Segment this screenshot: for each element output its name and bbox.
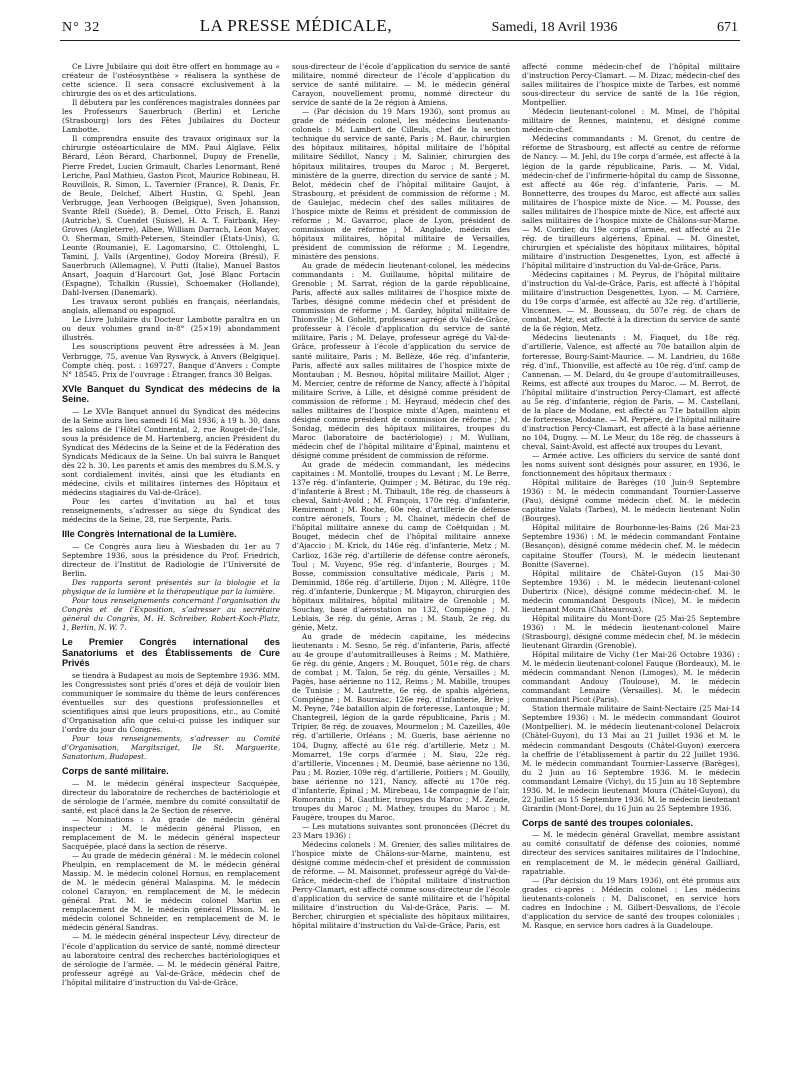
paragraph: — (Par décision du 19 Mars 1936), ont été promus aux grades ci-après : Médecin colonel : Les médecins lieutenants-colonels : M. Dalisconet, en service hors cadres en Indochine ; M. Gilbert-Desvallons, de l’école d’application du service de santé des troupes coloniales ; M. Rasque, en service hors cadres à la Guadeloupe. bbox=[522, 875, 740, 930]
paragraph: — Nominations : Au grade de médecin général inspecteur : M. le médecin général Plisson, en remplacement de M. le médecin général inspecteur Sacquépée, placé dans la section de réserve. bbox=[62, 814, 280, 852]
paragraph: Médecins commandants : M. Grenot, du centre de réforme de Strasbourg, est affecté au centre de réforme de Nancy. — M. Jehl, du 19e corps d’armée, est affecté à la légion de la garde républicaine, Paris. — M. Vidal, médecin-chef de l’infirmerie-hôpital du camp de Sissonne, est affecté au 46e rég. d’infanterie, Paris. — M. Bonnetterre, des troupes du Maroc, est affecté aux salles militaires de l’hospice mixte de Nice. — M. Pousse, des salles militaires de l’hospice mixte de Nice, est affecté aux salles militaires de l’hospice mixte de Châlons-sur-Marne. — M. Cordier, du 19e corps d’armée, est affecté au 21e rég. de tirailleurs algériens, Épinal. — M. Ginestet, chirurgien et spécialiste des hôpitaux militaires, hôpital militaire d’instruction Desgenettes, Lyon, est affecté à l’hôpital militaire d’instruction du Val-de-Grâce, Paris. bbox=[522, 134, 740, 271]
paragraph: — Au grade de médecin général : M. le médecin colonel Pheulpin, en remplacement de M. le médecin général Massip. M. le médecin colonel Hornus, en remplacement de M. le médecin général Malaspina. M. le médecin colonel Carayon, en remplacement de M. le médecin général Prat. M. le médecin colonel Martin en remplacement de M. le médecin général Plisson. M. le médecin colonel Schneider, en remplacement de M. le médecin général Sandras. bbox=[62, 851, 280, 933]
paragraph: Il comprendra ensuite des travaux originaux sur la chirurgie ostéoarticulaire de MM. Paul Alglave, Félix Bérard, Léon Bérard, Charbonnel, Dupuy de Frenelle, Pierre Fredet, Lucien Grimault, Charles Lenormant, René Leriche, Paul Mathieu, Gaston Picot, Maurice Robineau, H. Rouvillois, R. Simon, L. Tavernier (France), R. Danis, Fr. de Beule, Delchef, Albert Hustin, G. Spehl, Jean Verbrugge, Jean Verhoogen (Belgique), Sven Johansson, Svante Rfell (Suède), B. Demel, Otto Frisch, E. Ranzi (Autriche), S. Cuendet (Suisse), H. A. T. Fairbank, Hey-Groves (Angleterre), Albee, William Darrach, Léon Mayer, O. Sherman, Smith-Petersen, Steindler (États-Unis), G. Leonte (Roumanie), E. Lagomarsino, C. Ottolenghi, L. Tamini, J. Valls (Argentine), Godoy Moreira (Brésil), F. Sauerbruch (Allemagne), V. Putti (Italie), Manuel Bastos Ansart, Joaquin d’Harcourt Got, José Blanc Fortacin (Espagne), Tchalkin (Russie), Schoemaker (Hollande), Dahl-Iversen (Danemark). bbox=[62, 134, 280, 298]
paragraph: Hôpital militaire de Bourbonne-les-Bains (26 Mai-23 Septembre 1936) : M. le médecin commandant Fontaine (Besançon), désigné comme médecin chef. M. le médecin capitaine Stouffer (Tours), M. le médecin lieutenant Bonitte (Saverne). bbox=[522, 523, 740, 569]
section-heading: Corps de santé des troupes coloniales. bbox=[522, 817, 694, 828]
paragraph: Des rapports seront présentés sur la biologie et la physique de la lumière et la thérapeutique par la lumière. bbox=[62, 577, 280, 596]
column-left bbox=[62, 62, 280, 1076]
paragraph: — (Par décision du 19 Mars 1936), sont promus au grade de médecin colonel, les médecins lieutenants-colonels : M. Lambert de Cilleuls, chef de la section technique du service de santé, Paris ; M. Baur, chirurgien des hôpitaux militaires, hôpital militaire de l’hôpital militaire Sédillot, Nancy ; M. Salinier, chirurgien des hôpitaux militaires, troupes du Maroc ; M. Bergeret, ministère de la guerre, direction du service de santé ; M. Belot, médecin chef de l’hôpital militaire Gaujot, à Strasbourg, et président de commission de réforme ; M. de Gaulejac, médecin chef des salles militaires de l’hospice mixte de Reims et président de commission de réforme ; M. Gavarroc, place de Lyon, président de commission de réforme ; M. Anglade, médecin des hôpitaux militaires, hôpital militaire de Versailles, président de commission de réforme ; M. Legendre, ministère des pensions. bbox=[292, 107, 510, 261]
paragraph: Hôpital militaire de Vichy (1er Mai-26 Octobre 1936) : M. le médecin lieutenant-colonel Fauque (Bordeaux), M. le médecin commandant Nenon (Limoges), M. le médecin commandant Andouy (Toulouse), M. le médecin commandant Lemaire (Versailles). M. le médecin commandant Picot (Paris). bbox=[522, 650, 740, 705]
paragraph: Au grade de médecin commandant, les médecins capitaines : M. Montollé, troupes du Levant ; M. Le Berre, 137e rég. d’infanterie, Quimper ; M. Bétirac, du 19e rég. d’infanterie à Brest ; M. Thibault, 18e rég. de chasseurs à cheval, Saint-Avold ; M. François, 170e rég. d’infanterie, Remiremont ; M. Roche, 60e rég. d’artillerie de défense contre aéronefs, Tours ; M. Chainet, médecin chef de l’hôpital militaire annexe du camp de Coëtquidan ; M. Bouget, médecin chef de l’hôpital militaire annexe d’Ajaccio ; M. Krick, du 146e rég. d’infanterie, Metz ; M. Carlioz, 163e rég. d’artillerie de défense contre aéronefs, Toul ; M. Vuyenc, 95e rég. d’infanterie, Bourges ; M. Bosse, commission consultative médicale, Paris ; M. Deminmid, 186e rég. d’artillerie, Dijon ; M. Allègre, 110e rég. d’infanterie, Dunkerque ; M. Migayron, chirurgien des hôpitaux militaires, hôpital militaire de Grenoble ; M. Souchay, base d’aérostation no 132, Compiègne ; M. Leblais, 3e rég. du génie, Arras ; M. Staub, 2e rég. du génie, Metz. bbox=[292, 460, 510, 632]
section-heading: Le Premier Congrès international des Sanatoriums et des Établissements de Cure Privés bbox=[62, 637, 280, 669]
paragraph: affecté comme médecin-chef de l’hôpital militaire d’instruction Percy-Clamart. — M. Dizac, médecin-chef des salles militaires de l’hospice mixte de Tarbes, est nommé sous-directeur du service de santé de la 16e région, Montpellier. bbox=[522, 62, 740, 108]
paragraph: Hôpital militaire de Barèges (10 Juin-9 Septembre 1936) : M. le médecin commandant Tournier-Lasserve (Pau), désigné comme médecin chef. M. le médecin capitaine Valats (Tarbes), M. le médecin lieutenant Nolin (Bourges). bbox=[522, 478, 740, 524]
paragraph: — M. le médecin général Gravellat, membre assistant au comité consultatif de défense des colonies, nommé directeur des services sanitaires militaires de l’Indochine, en remplacement de M. le médecin général Gailliard, rapatriable. bbox=[522, 830, 740, 876]
paragraph: Pour tous renseignements concernant l’organisation du Congrès et de l’Exposition, s’adresser au secrétaire général du Congrès, M. H. Schreiber, Robert-Koch-Platz, 1, Berlin, N. W. 7. bbox=[62, 596, 280, 633]
paragraph: se tiendra à Budapest au mois de Septembre 1936. MM. les Congressistes sont priés d’ores et déjà de vouloir bien communiquer le sommaire du thème de leurs conférences éventuelles sur des questions professionnelles et scientifiques ainsi que leurs propositions, etc., au Comité d’Organisation afin que celui-ci puisse les indiquer sur l’ordre du jour du Congrès. bbox=[62, 670, 280, 734]
paragraph: sous-directeur de l’école d’application du service de santé militaire, nommé directeur de l’école d’application du service de santé militaire. — M. le médecin général Carayon, nouvellement promu, nommé directeur du service de santé de la 2e région à Amiens. bbox=[292, 62, 510, 108]
column-middle bbox=[292, 62, 510, 1076]
paragraph: Médecin lieutenant-colonel : M. Minel, de l’hôpital militaire de Rennes, maintenu, et désigné comme médecin-chef. bbox=[522, 107, 740, 135]
page-number: 671 bbox=[716, 20, 738, 35]
paragraph: Pour tous renseignements, s’adresser au Comité d’Organisation, Margitsziget, Ile St. Marguerite, Sanatorium, Budapest. bbox=[62, 734, 280, 762]
column-right bbox=[522, 62, 740, 1076]
paragraph: Les souscriptions peuvent être adressées à M. Jean Verbrugge, 75, avenue Van Ryswyck, à Anvers (Belgique). Compte chèq. post. : 169727, Banque d’Anvers : Compte N° 18545. Prix de l’ouvrage : Étranger, francs 30 Belgas. bbox=[62, 342, 280, 379]
paragraph: — M. le médecin général inspecteur Sacquépée, directeur du laboratoire de recherches de bactériologie et de sérologie de l’armée, membre du comité consultatif de santé, est placé dans la 2e Section de réserve. bbox=[62, 778, 280, 815]
paragraph: Pour les cartes d’invitation au bal et tous renseignements, s’adresser au siège du Syndicat des médecins de la Seine, 28, rue Serpente, Paris. bbox=[62, 497, 280, 525]
paragraph: — M. le médecin général inspecteur Lévy, directeur de l’école d’application du service de santé, nommé directeur au laboratoire central des recherches bactériologiques et de sérologie de l’armée. — M. le médecin général Paitre, professeur agrégé au Val-de-Grâce, médecin chef de l’hôpital militaire d’instruction du Val-de-Grâce, bbox=[62, 932, 280, 987]
paragraph: — Le XVIe Banquet annuel du Syndicat des médecins de la Seine aura lieu samedi 16 Mai 1936, à 19 h. 30, dans les salons de l’Hôtel Continental, 2, rue Rouget-de-l’Isle, sous la présidence de M. Hartenberg, ancien Président du Syndicat des Médecins de la Seine et de la Fédération des Syndicats Médicaux de la Seine. Un bal suivra le Banquet dès 22 h. 30. Les parents et amis des membres du S.M.S. y sont cordialement invités, ainsi que les étudiants en médecine, civils et militaires (internes des Hôpitaux et médecins stagiaires du Val-de-Grâce). bbox=[62, 406, 280, 498]
paragraph: Il débutera par les conférences magistrales données par les Professeurs Sauerbruch (Berlin) et Leriche (Strasbourg) lors des Fêtes Jubilaires du Docteur Lambotte. bbox=[62, 98, 280, 135]
paragraph: Médecins lieutenants : M. Fiaquet, du 18e rég. d’artillerie, Valence, est affecté au 70e bataillon alpin de forteresse, Bourg-Saint-Maurice. — M. Landrieu, du 168e rég. d’inf., Thionville, est affecté au 10e rég. d’inf. camp de Cannenan. — M. Delard, du 4e groupe d’automitrailleuses, Reims, est affecté aux troupes du Maroc. — M. Berrot, de l’hôpital militaire d’instruction Percy-Clamart, est affecté au 5e rég. d’infanterie, région de Paris. — M. Castellani, de la place de Modane, est affecté au 71e bataillon alpin de forteresse, Modane. — M. Perpère, de l’hôpital militaire d’instruction Percy-Clamart, est affecté à la base aérienne no 104, Dugny. — M. Le Meur, du 18e rég. de chasseurs à cheval, Saint-Avold, est affecté aux troupes du Levant. bbox=[522, 333, 740, 451]
section-heading: Corps de santé militaire. bbox=[62, 766, 169, 777]
header-rule bbox=[60, 40, 740, 41]
paragraph: Au grade de médecin lieutenant-colonel, les médecins commandants : M. Guillaume, hôpital militaire de Grenoble ; M. Sarrat, région de la garde républicaine, Paris, affecté aux salles militaires de l’hospice mixte de Tarbes, désigné comme médecin chef et président de commission de réforme ; M. Gardey, hôpital militaire de Thionville ; M. Goheltt, professeur agrégé du Val-de-Grâce, professeur à l’école d’application du service de santé militaire, Paris ; M. Delaye, professeur agrégé du Val-de-Grâce, professeur à l’école d’application du service de santé militaire, Paris ; M. Bellèze, 46e rég. d’infanterie, Paris, affecté aux salles militaires de l’hospice mixte de Montauban ; M. Besnou, hôpital militaire Maillot, Alger ; M. Mercier, centre de réforme de Nancy, affecté à l’hôpital militaire Scrive, à Lille, et désigné comme président de commission de réforme ; M. Heyraud, médecin chef des salles militaires de l’hospice mixte d’Agen, maintenu et désigné comme président de commission de réforme ; M. Sondag, médecin des hôpitaux militaires, troupes du Maroc (laboratoire de bactériologie) ; M. Wulliam, médecin chef de l’hôpital militaire d’Épinal, maintenu et désigné comme président de commission de réforme. bbox=[292, 261, 510, 461]
page-header bbox=[62, 16, 738, 38]
paragraph: — Armée active. Les officiers du service de santé dont les noms suivent sont désignés pour assurer, en 1936, le fonctionnement des hôpitaux thermaux : bbox=[522, 451, 740, 479]
paragraph: Station thermale militaire de Saint-Nectaire (25 Mai-14 Septembre 1936) : M. le médecin commandant Gouirot (Montpellier). M. le médecin lieutenant-colonel Delacroix (Châtel-Guyon), du 13 Mai au 21 Juillet 1936 et M. le médecin commandant Desgouts (Châtel-Guyon) exercera la cheffrie de l’établissement à partir du 22 Juillet 1936. M. le médecin commandant Tournier-Lasserve (Barèges), du 2 Juin au 16 Septembre 1936. M. le médecin commandant Lemaire (Vichy), du 15 Juin au 18 Septembre 1936. M. le médecin lieutenant Moura (Châtel-Guyon), du 22 Juillet au 15 Septembre 1936. M. le médecin lieutenant Girardin (Mont-Dore), du 16 Juin au 25 Septembre 1936. bbox=[522, 704, 740, 813]
issue-date: Samedi, 18 Avril 1936 bbox=[491, 20, 618, 35]
section-heading: IIIe Congrès International de la Lumière. bbox=[62, 529, 237, 540]
paragraph: Hôpital militaire du Mont-Dore (25 Mai-25 Septembre 1936) : M. le médecin lieutenant-colonel Maire (Strasbourg), désigné comme médecin chef, M. le médecin lieutenant Girardin (Grenoble). bbox=[522, 613, 740, 650]
paragraph: Les travaux seront publiés en français, néerlandais, anglais, allemand ou espagnol. bbox=[62, 297, 280, 316]
paragraph: Le Livre Jubilaire du Docteur Lambotte paraîtra en un ou deux volumes grand in-8° (25×19) abondamment illustrés. bbox=[62, 315, 280, 343]
paragraph: — Ce Congrès aura lieu à Wiesbaden du 1er au 7 Septembre 1936, sous la présidence du Prof. Friedrich, directeur de l’Institut de Radiologie de l’Université de Berlin. bbox=[62, 541, 280, 578]
issue-number: N° 32 bbox=[62, 20, 101, 35]
section-heading: XVIe Banquet du Syndicat des médecins de la Seine. bbox=[62, 383, 280, 405]
text-columns bbox=[62, 62, 742, 1076]
paragraph: Médecins colonels : M. Grenier, des salles militaires de l’hospice mixte de Châlons-sur-Marne, maintenu, est désigné comme médecin-chef et président de commission de réforme. — M. Maisonnet, professeur agrégé du Val-de-Grâce, médecin-chef de l’hôpital militaire d’instruction Percy-Clamart, est affecté comme sous-directeur de l’école d’application du service de santé militaire et de l’hôpital militaire d’instruction du Val-de-Grâce, Paris. — M. Bercher, chirurgien et spécialiste des hôpitaux militaires, hôpital militaire d’instruction du Val-de-Grâce, Paris, est bbox=[292, 840, 510, 931]
paragraph: — Les mutations suivantes sont prononcées (Décret du 23 Mars 1936) : bbox=[292, 821, 510, 840]
paragraph: Au grade de médecin capitaine, les médecins lieutenants : M. Sesno, 5e rég. d’infanterie, Paris, affecté au 4e groupe d’automitrailleuses à Reims ; M. Mathière, 6e rég. du génie, Angers ; M. Bouquet, 501e rég. de chars de combat ; M. Talon, 5e rég. du génie, Versailles ; M. Pagès, base aérienne no 112, Reims ; M. Mabille, troupes de Tunisie ; M. Lautrette, 6e rég. de spahis algériens, Compiègne ; M. Boursiac, 126e rég. d’infanterie, Brive ; M. Peyne, 74e bataillon alpin de forteresse, Lantosque ; M. Chantegreil, légion de la garde républicaine, Paris ; M. Tripier, 8e rég. de zouaves, Mourmelon ; M. Cazeilles, 40e rég. d’artillerie, Orléans ; M. Gueris, base aérienne no 104, Dugny, affecté au 61e rég. d’artillerie, Metz ; M. Momarret, 19e corps d’armée ; M. Siau, 22e rég. d’artillerie, Vincennes ; M. Deumié, base aérienne no 136, Pau ; M. Rozier, 109e rég. d’artillerie, Poitiers ; M. Gouilly, base aérienne no 121, Nancy, affecté au 170e rég. d’infanterie, Épinal ; M. Mirebeau, 14e compagnie de l’air, Romorantin ; M. Gauthier, troupes du Maroc ; M. Zeude, troupes du Maroc ; M. Mathey, troupes du Maroc ; M. Faugère, troupes du Maroc. bbox=[292, 631, 510, 822]
journal-title: LA PRESSE MÉDICALE, bbox=[199, 16, 393, 35]
paragraph: Ce Livre Jubilaire qui doit être offert en hommage au « créateur de l’ostéosynthèse » réalisera la synthèse de cette science. Il sera consacré exclusivement à la chirurgie des os et des articulations. bbox=[62, 62, 280, 99]
paragraph: Hôpital militaire de Châtel-Guyon (15 Mai-30 Septembre 1936) : M. le médecin lieutenant-colonel Dubertrix (Nice), désigné comme médecin-chef. M. le médecin commandant Desgouts (Nice), M. le médecin lieutenant Moura (Châteauroux). bbox=[522, 568, 740, 614]
paragraph: Médecins capitaines : M. Peyrus, de l’hôpital militaire d’instruction du Val-de-Grâce, Paris, est affecté à l’hôpital militaire d’instruction Desgenettes, Lyon. — M. Carrière, du 19e corps d’armée, est affecté au 32e rég. d’artillerie, Vincennes. — M. Bousseau, du 507e rég. de chars de combat, Metz, est affecté à la direction du service de santé de la 6e région, Metz. bbox=[522, 270, 740, 334]
